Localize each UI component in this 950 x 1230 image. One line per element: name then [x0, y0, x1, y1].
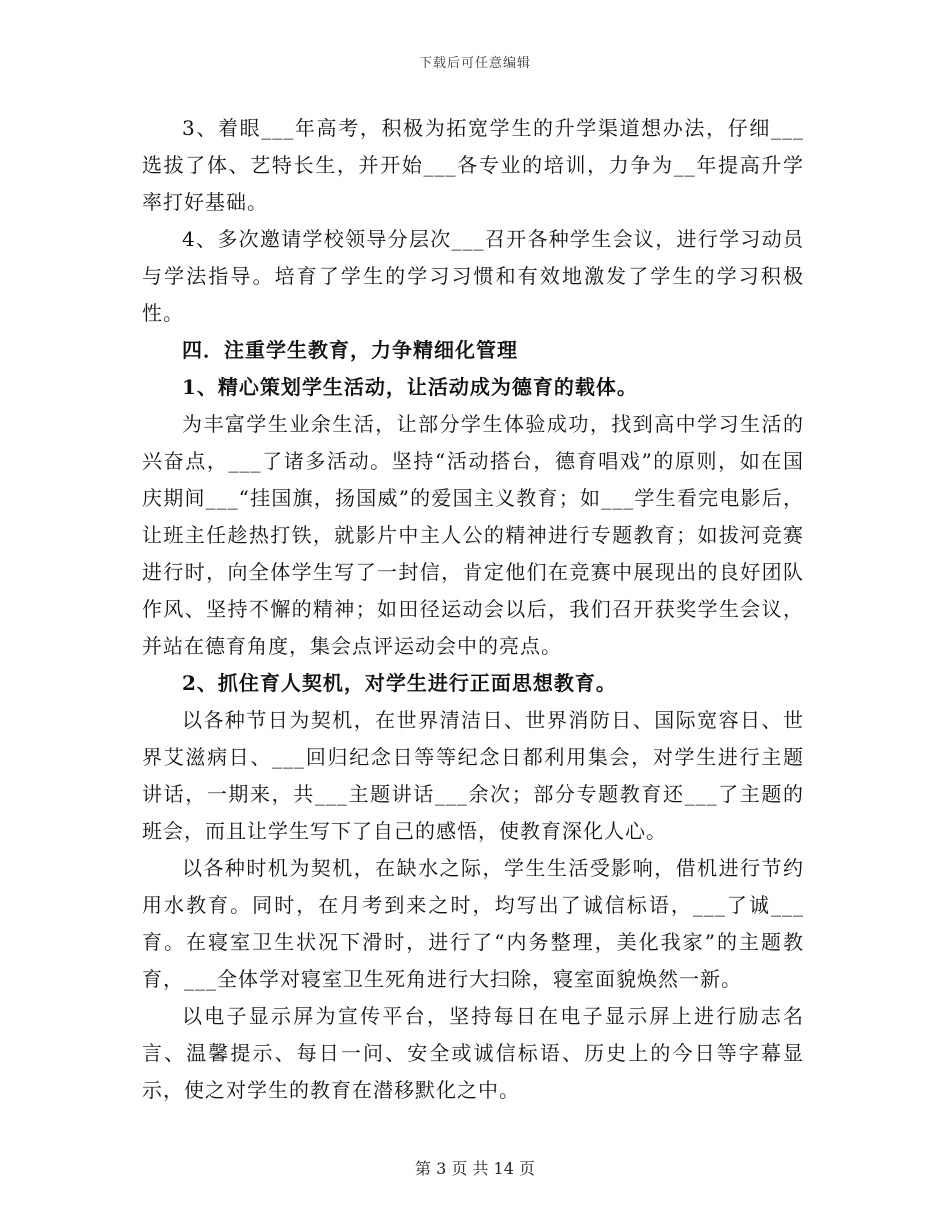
- paragraph-item-3: 3、着眼___年高考，积极为拓宽学生的升学渠道想办法，仔细___选拔了体、艺特长生，并开始___各专业的培训，力争为__年提高升学率打好基础。: [142, 116, 804, 214]
- paragraph-item-4: 4、多次邀请学校领导分层次___召开各种学生会议，进行学习动员与学法指导。培育了学生的学习习惯和有效地激发了学生的学习积极性。: [142, 227, 804, 325]
- paragraph-occasions: 以各种时机为契机，在缺水之际，学生生活受影响，借机进行节约用水教育。同时，在月考到来之时，均写出了诚信标语，___了诚___育。在寝室卫生状况下滑时，进行了“内务整理，美化我家”的主题教育，___全体学对寝室卫生死角进行大扫除，寝室面貌焕然一新。: [142, 856, 804, 991]
- paragraph-display-screen: 以电子显示屏为宣传平台，坚持每日在电子显示屏上进行励志名言、温馨提示、每日一问、安全或诚信标语、历史上的今日等字幕显示，使之对学生的教育在潜移默化之中。: [142, 1004, 804, 1102]
- subheading-education-opportunity: 2、抓住育人契机，对学生进行正面思想教育。: [182, 671, 617, 695]
- paragraph-activities: 为丰富学生业余生活，让部分学生体验成功，找到高中学习生活的兴奋点，___了诸多活动。坚持“活动搭台，德育唱戏”的原则，如在国庆期间___“挂国旗，扬国威”的爱国主义教育；如___学生看完电影后，让班主任趁热打铁，就影片中主人公的精神进行专题教育；如拔河竞赛进行时，向全体学生写了一封信，肯定他们在竞赛中展现出的良好团队作风、坚持不懈的精神；如田径运动会以后，我们召开获奖学生会议，并站在德育角度，集会点评运动会中的亮点。: [142, 412, 804, 658]
- paragraph-festivals: 以各种节日为契机，在世界清洁日、世界消防日、国际宽容日、世界艾滋病日、___回归纪念日等等纪念日都利用集会，对学生进行主题讲话，一期来，共___主题讲话___余次；部分专题教育还___了主题的班会，而且让学生写下了自己的感悟，使教育深化人心。: [142, 708, 804, 843]
- page-header-note: 下载后可任意编辑: [418, 56, 531, 71]
- subheading-activities: 1、精心策划学生活动，让活动成为德育的载体。: [182, 375, 638, 399]
- document-body: [142, 110, 804, 1109]
- page-number: 第 3 页 共 14 页: [415, 1159, 535, 1178]
- section-heading-four: 四．注重学生教育，力争精细化管理: [182, 338, 518, 362]
